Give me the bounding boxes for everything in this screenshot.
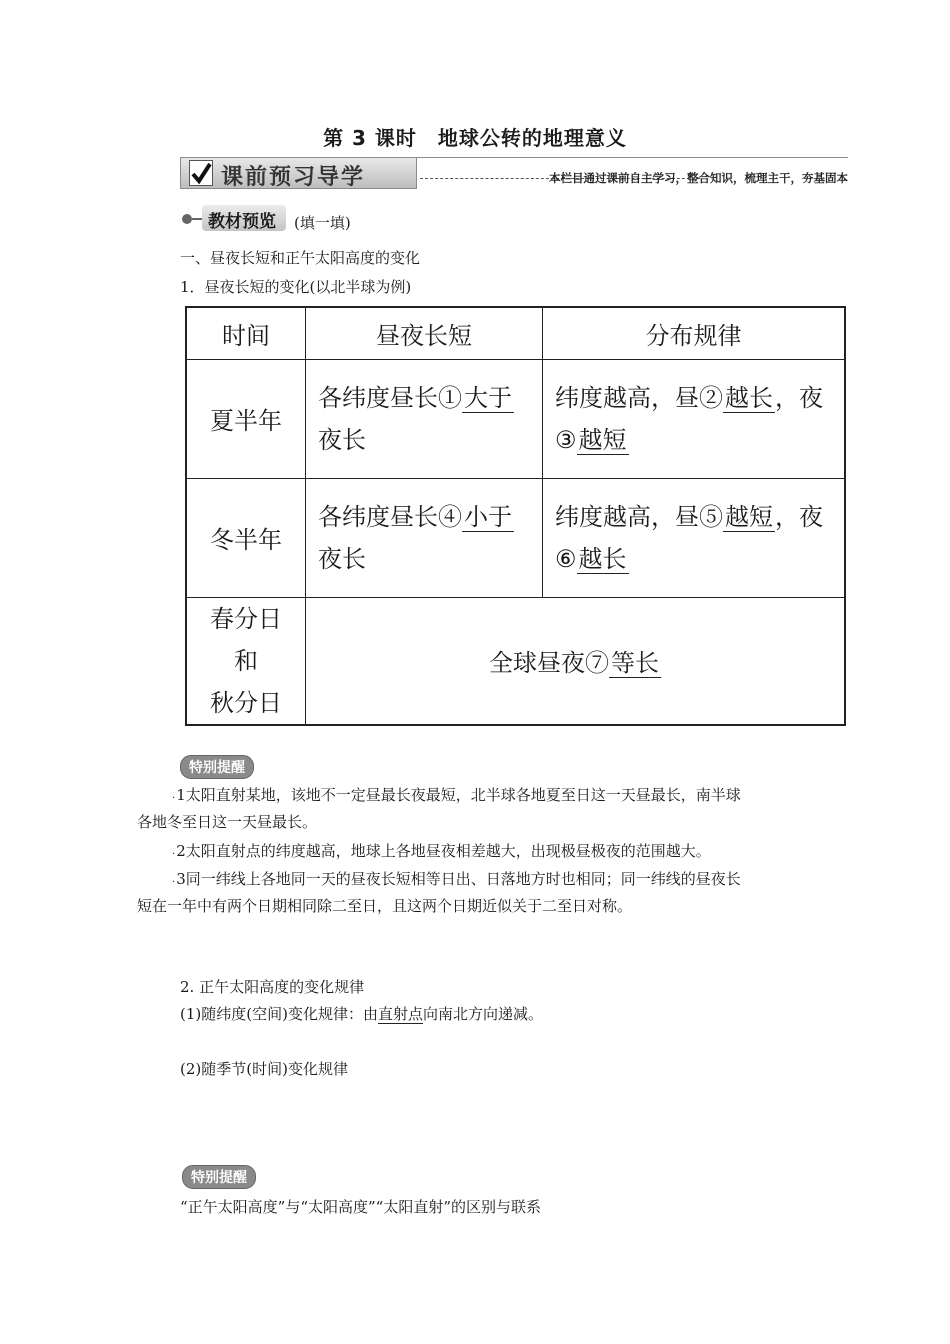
banner-bar — [180, 157, 417, 189]
row-rule-cell — [543, 359, 846, 478]
item-heading: 1．昼夜长短的变化(以北半球为例) — [180, 278, 412, 296]
answer-blank: 小于 — [464, 502, 512, 531]
equinox-cell — [306, 597, 846, 725]
item-rule-latitude — [180, 1003, 543, 1024]
rule-mid: ，夜 — [775, 383, 823, 412]
day-night-table — [185, 306, 846, 726]
row-time: 夏半年 — [186, 359, 306, 478]
page-title: 第 3 课时 地球公转的地理意义 — [323, 126, 627, 150]
tip-item — [137, 782, 827, 836]
rule-num: ⑥ — [555, 544, 577, 573]
rule-mid: ，夜 — [775, 502, 823, 531]
table-header-row — [186, 307, 845, 359]
rule-prefix: (1)随纬度(空间)变化规律：由 — [180, 1005, 378, 1023]
answer-blank: 越短 — [725, 502, 773, 531]
item-rule-season: (2)随季节(时间)变化规律 — [180, 1060, 348, 1078]
tip-item — [137, 838, 827, 865]
rule-num: ③ — [555, 425, 577, 454]
rule-prefix: 纬度越高，昼⑤ — [555, 502, 723, 531]
answer-blank: 直射点 — [377, 1005, 423, 1023]
check-icon — [189, 160, 213, 186]
length-prefix: 各纬度昼长① — [318, 383, 462, 412]
header-rule: 分布规律 — [543, 307, 846, 359]
tip-label: 特别提醒 — [182, 1165, 256, 1189]
row-length-cell — [306, 478, 543, 597]
tip-text: 太阳直射某地，该地不一定昼最长夜最短，北半球各地夏至日这一天昼最长，南半球 — [185, 786, 741, 804]
tip-text: 太阳直射点的纬度越高，地球上各地昼夜相差越大，出现极昼极夜的范围越大。 — [185, 842, 711, 860]
rule-prefix: 纬度越高，昼② — [555, 383, 723, 412]
answer-blank: 等长 — [611, 649, 659, 677]
tip-marker: . — [172, 874, 176, 885]
rule-suffix: 向南北方向递减。 — [422, 1005, 543, 1023]
table-row — [186, 359, 845, 478]
bullet-dot-icon — [182, 214, 192, 224]
header-length: 昼夜长短 — [306, 307, 543, 359]
tip-badge — [180, 755, 254, 779]
subsection-hint: (填一填) — [294, 214, 351, 232]
tip-text-cont: 各地冬至日这一天昼最长。 — [137, 813, 318, 831]
tip-marker: . — [172, 790, 176, 801]
answer-blank: 大于 — [464, 383, 512, 412]
row-time — [186, 597, 306, 725]
equinox-prefix: 全球昼夜⑦ — [489, 649, 609, 677]
header-time: 时间 — [186, 307, 306, 359]
row-time: 冬半年 — [186, 478, 306, 597]
row-length-cell — [306, 359, 543, 478]
length-suffix: 夜长 — [318, 544, 366, 573]
length-prefix: 各纬度昼长④ — [318, 502, 462, 531]
length-suffix: 夜长 — [318, 425, 366, 454]
tip-item — [137, 866, 827, 920]
item-heading: 2. 正午太阳高度的变化规律 — [180, 978, 365, 996]
table-row — [186, 478, 845, 597]
tip-num: 2 — [176, 842, 186, 860]
row-rule-cell — [543, 478, 846, 597]
banner-note: 本栏目通过课前自主学习，整合知识，梳理主干，夯基固本 — [549, 171, 848, 185]
table-row — [186, 597, 845, 725]
tip-marker: . — [172, 846, 176, 857]
banner-label: 课前预习导学 — [221, 165, 366, 190]
answer-blank: 越短 — [578, 425, 627, 454]
answer-blank: 越长 — [725, 383, 773, 412]
banner-top-rule — [415, 157, 848, 158]
tip-text-cont: 短在一年中有两个日期相同除二至日，且这两个日期近似关于二至日对称。 — [137, 897, 633, 915]
equinox-line1: 春分日和 — [210, 604, 282, 675]
section-banner — [180, 157, 848, 189]
answer-blank: 越长 — [578, 544, 627, 573]
section-heading: 一、昼夜长短和正午太阳高度的变化 — [180, 249, 421, 267]
closing-line: “正午太阳高度”与“太阳高度”“太阳直射”的区别与联系 — [180, 1198, 542, 1216]
equinox-line2: 秋分日 — [210, 688, 282, 717]
tip-badge — [182, 1165, 256, 1189]
tip-text: 同一纬线上各地同一天的昼夜长短相等日出、日落地方时也相同；同一纬线的昼夜长 — [185, 870, 741, 888]
tip-num: 1 — [176, 786, 186, 804]
tip-label: 特别提醒 — [180, 755, 254, 779]
subsection-label: 教材预览 — [208, 212, 276, 232]
tip-num: 3 — [176, 870, 186, 888]
